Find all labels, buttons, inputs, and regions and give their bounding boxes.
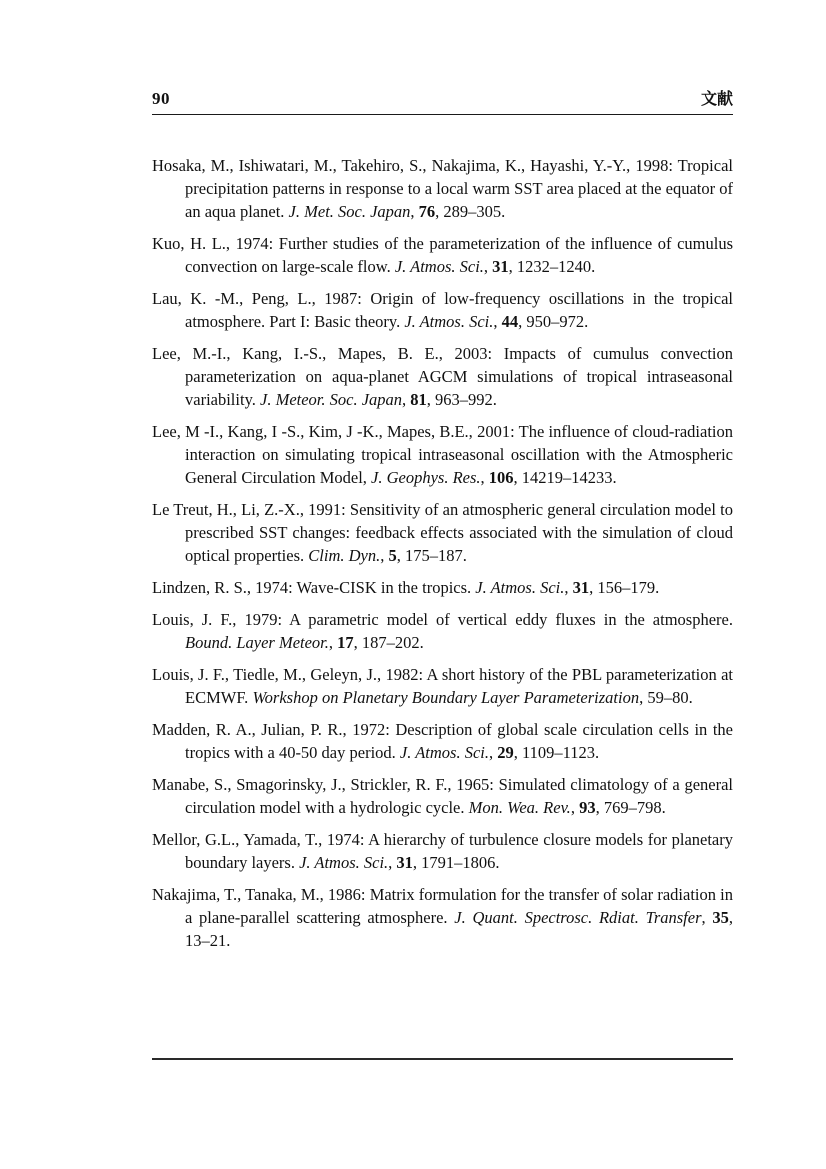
volume-number: 81: [410, 390, 427, 409]
reference-text: ,: [570, 798, 580, 817]
reference-text: Le Treut, H., Li, Z.-X., 1991: Sensitivity of an atmospheric general circulation model to prescribed SST changes: feedback effects associated with the simulation of cloud optical properties.: [152, 500, 733, 565]
journal-name: J. Atmos. Sci.: [299, 853, 389, 872]
reference-text: ,: [564, 578, 573, 597]
reference-text: Hosaka, M., Ishiwatari, M., Takehiro, S., Nakajima, K., Hayashi, Y.-Y., 1998: Tropical precipitation patterns in response to a local warm SST area placed at the equator of an aqua planet.: [152, 156, 733, 221]
reference-text: Manabe, S., Smagorinsky, J., Strickler, R. F., 1965: Simulated climatology of a general circulation model with a hydrologic cycle.: [152, 775, 733, 817]
journal-name: J. Atmos. Sci.: [399, 743, 489, 762]
journal-name: J. Atmos. Sci.: [404, 312, 494, 331]
reference-text: ,: [380, 546, 389, 565]
reference-text: ,: [488, 743, 498, 762]
volume-number: 17: [337, 633, 354, 652]
reference-text: , 13–21.: [185, 908, 733, 950]
reference-entry: [152, 420, 733, 489]
journal-name: J. Meteor. Soc. Japan: [260, 390, 403, 409]
volume-number: 106: [488, 468, 514, 487]
volume-number: 93: [579, 798, 596, 817]
reference-text: Lau, K. -M., Peng, L., 1987: Origin of low-frequency oscillations in the tropical atmosphere. Part I: Basic theory.: [152, 289, 733, 331]
reference-text: , 59–80.: [639, 688, 693, 707]
reference-text: , 963–992.: [426, 390, 497, 409]
reference-text: , 289–305.: [435, 202, 506, 221]
reference-entry: [152, 342, 733, 411]
reference-entry: [152, 576, 733, 599]
reference-entry: [152, 883, 733, 952]
reference-text: ,: [328, 633, 338, 652]
reference-text: ,: [402, 390, 411, 409]
volume-number: 5: [388, 546, 397, 565]
volume-number: 31: [572, 578, 590, 597]
reference-text: Madden, R. A., Julian, P. R., 1972: Description of global scale circulation cells in the tropics with a 40-50 day period.: [152, 720, 733, 762]
page-content: [152, 86, 733, 961]
journal-name: Workshop on Planetary Boundary Layer Parameterization: [252, 688, 640, 707]
reference-text: Lee, M.-I., Kang, I.-S., Mapes, B. E., 2003: Impacts of cumulus convection parameterization on aqua-planet AGCM simulations of tropical intraseasonal variability.: [152, 344, 733, 409]
journal-name: J. Quant. Spectrosc. Rdiat. Transfer: [454, 908, 702, 927]
reference-list: [152, 154, 733, 952]
volume-number: 76: [418, 202, 436, 221]
journal-name: J. Geophys. Res.: [371, 468, 481, 487]
reference-text: , 950–972.: [518, 312, 589, 331]
reference-text: , 1109–1123.: [513, 743, 600, 762]
reference-entry: [152, 608, 733, 654]
volume-number: 35: [712, 908, 729, 927]
journal-name: J. Atmos. Sci.: [475, 578, 565, 597]
volume-number: 31: [492, 257, 509, 276]
reference-text: , 1791–1806.: [412, 853, 500, 872]
page-number: 90: [152, 89, 170, 108]
reference-entry: [152, 663, 733, 709]
journal-name: Bound. Layer Meteor.: [185, 633, 329, 652]
reference-text: Lindzen, R. S., 1974: Wave-CISK in the tropics.: [152, 578, 476, 597]
footer-rule: [152, 1058, 733, 1060]
reference-text: Kuo, H. L., 1974: Further studies of the parameterization of the influence of cumulus convection on large-scale flow.: [152, 234, 733, 276]
reference-entry: [152, 828, 733, 874]
reference-entry: [152, 773, 733, 819]
journal-name: Clim. Dyn.: [308, 546, 381, 565]
reference-entry: [152, 287, 733, 333]
reference-entry: [152, 232, 733, 278]
reference-text: , 769–798.: [595, 798, 666, 817]
running-header: [152, 86, 733, 114]
reference-text: ,: [483, 257, 493, 276]
journal-name: J. Atmos. Sci.: [394, 257, 484, 276]
reference-text: , 175–187.: [396, 546, 467, 565]
journal-name: J. Met. Soc. Japan: [288, 202, 411, 221]
journal-name: Mon. Wea. Rev.: [468, 798, 571, 817]
reference-text: , 156–179.: [589, 578, 660, 597]
header-rule: [152, 114, 733, 115]
reference-text: ,: [701, 908, 713, 927]
volume-number: 31: [396, 853, 413, 872]
reference-entry: [152, 154, 733, 223]
volume-number: 29: [497, 743, 514, 762]
reference-text: , 187–202.: [353, 633, 424, 652]
reference-text: , 14219–14233.: [513, 468, 617, 487]
reference-entry: [152, 498, 733, 567]
running-header-title: 文献: [700, 91, 733, 108]
reference-text: , 1232–1240.: [508, 257, 596, 276]
volume-number: 44: [501, 312, 519, 331]
reference-text: Louis, J. F., 1979: A parametric model of vertical eddy fluxes in the atmosphere.: [152, 610, 733, 629]
reference-text: Lee, M -I., Kang, I -S., Kim, J -K., Mapes, B.E., 2001: The influence of cloud-radiation interaction on simulating tropical intraseasonal oscillation with the Atmospheric General Circulation Model,: [152, 422, 733, 487]
reference-text: Nakajima, T., Tanaka, M., 1986: Matrix formulation for the transfer of solar radiation in a plane-parallel scattering atmosphere.: [152, 885, 733, 927]
reference-text: ,: [410, 202, 419, 221]
reference-text: Mellor, G.L., Yamada, T., 1974: A hierarchy of turbulence closure models for planetary boundary layers.: [152, 830, 733, 872]
reference-text: Louis, J. F., Tiedle, M., Geleyn, J., 1982: A short history of the PBL parameterization at ECMWF.: [152, 665, 733, 707]
reference-text: ,: [480, 468, 489, 487]
reference-text: ,: [493, 312, 502, 331]
reference-text: ,: [388, 853, 397, 872]
reference-entry: [152, 718, 733, 764]
